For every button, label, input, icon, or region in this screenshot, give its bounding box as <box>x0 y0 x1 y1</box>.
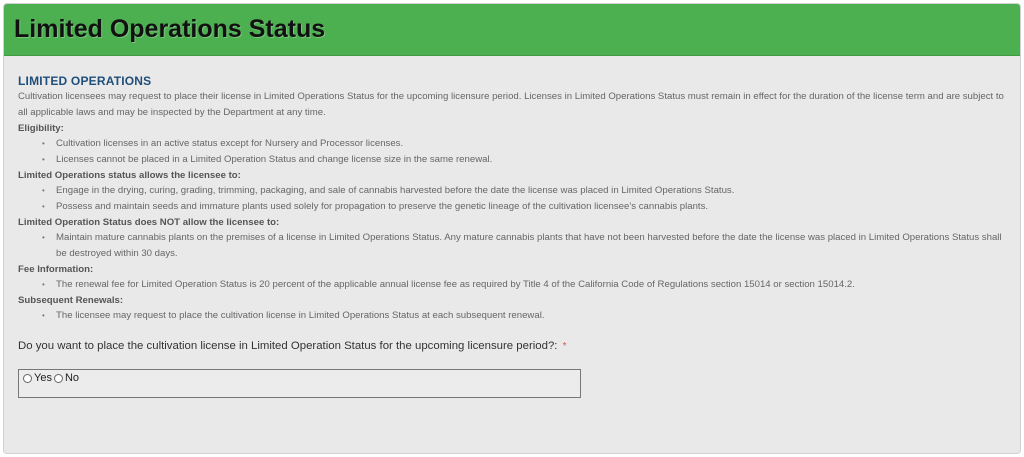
radio-option-no[interactable] <box>54 372 81 384</box>
radio-label-yes: Yes <box>34 372 52 384</box>
group-heading: Limited Operations status allows the licensee to: <box>18 170 241 181</box>
group-heading: Limited Operation Status does NOT allow the licensee to: <box>18 217 280 228</box>
info-group-allows <box>18 168 1006 215</box>
bullet-list <box>18 277 1006 293</box>
info-group-eligibility <box>18 121 1006 168</box>
list-item: • Licenses cannot be placed in a Limited Operation Status and change license size in the same renewal. <box>46 152 1006 168</box>
radio-group <box>18 369 581 398</box>
bullet-list <box>18 308 1006 324</box>
question-label-row <box>18 340 1006 352</box>
question-label: Do you want to place the cultivation license in Limited Operation Status for the upcoming licensure period?: <box>18 340 558 352</box>
info-group-fee <box>18 262 1006 293</box>
list-item: • The renewal fee for Limited Operation Status is 20 percent of the applicable annual license fee as required by Title 4 of the California Code of Regulations section 15014 or section 15014.2. <box>46 277 1006 293</box>
bullet-list <box>18 136 1006 168</box>
group-heading: Fee Information: <box>18 264 94 275</box>
list-item: • Possess and maintain seeds and immature plants used solely for propagation to preserve the genetic lineage of the cultivation licensee’s cannabis plants. <box>46 199 1006 215</box>
required-indicator: * <box>562 341 567 352</box>
list-item: • Cultivation licenses in an active status except for Nursery and Processor licenses. <box>46 136 1006 152</box>
limited-operations-panel <box>3 3 1021 454</box>
page-title: Limited Operations Status <box>14 15 326 43</box>
info-group-renewals <box>18 293 1006 324</box>
intro-text: Cultivation licensees may request to place their license in Limited Operations Status for the upcoming licensure period. Licenses in Limited Operations Status must remain in effect for the duration of the license term and are subject to all applicable laws and may be inspected by the Department at any time. <box>18 91 1004 118</box>
group-heading: Eligibility: <box>18 123 64 134</box>
radio-button-yes[interactable] <box>23 374 32 383</box>
bullet-list <box>18 183 1006 215</box>
radio-button-no[interactable] <box>54 374 63 383</box>
list-item: • Engage in the drying, curing, grading, trimming, packaging, and sale of cannabis harvested before the date the license was placed in Limited Operations Status. <box>46 183 1006 199</box>
list-item: • The licensee may request to place the cultivation license in Limited Operations Status at each subsequent renewal. <box>46 308 1006 324</box>
bullet-list <box>18 230 1006 262</box>
list-item: • Maintain mature cannabis plants on the premises of a license in Limited Operations Status. Any mature cannabis plants that have not been harvested before the date the license was placed in Limited Operations Status shall be destroyed within 30 days. <box>46 230 1006 262</box>
radio-option-yes[interactable] <box>23 372 54 384</box>
info-group-does-not-allow <box>18 215 1006 262</box>
panel-content <box>4 56 1020 398</box>
group-heading: Subsequent Renewals: <box>18 295 124 306</box>
section-title: LIMITED OPERATIONS <box>18 74 152 88</box>
radio-label-no: No <box>64 372 80 384</box>
panel-header <box>4 4 1020 56</box>
